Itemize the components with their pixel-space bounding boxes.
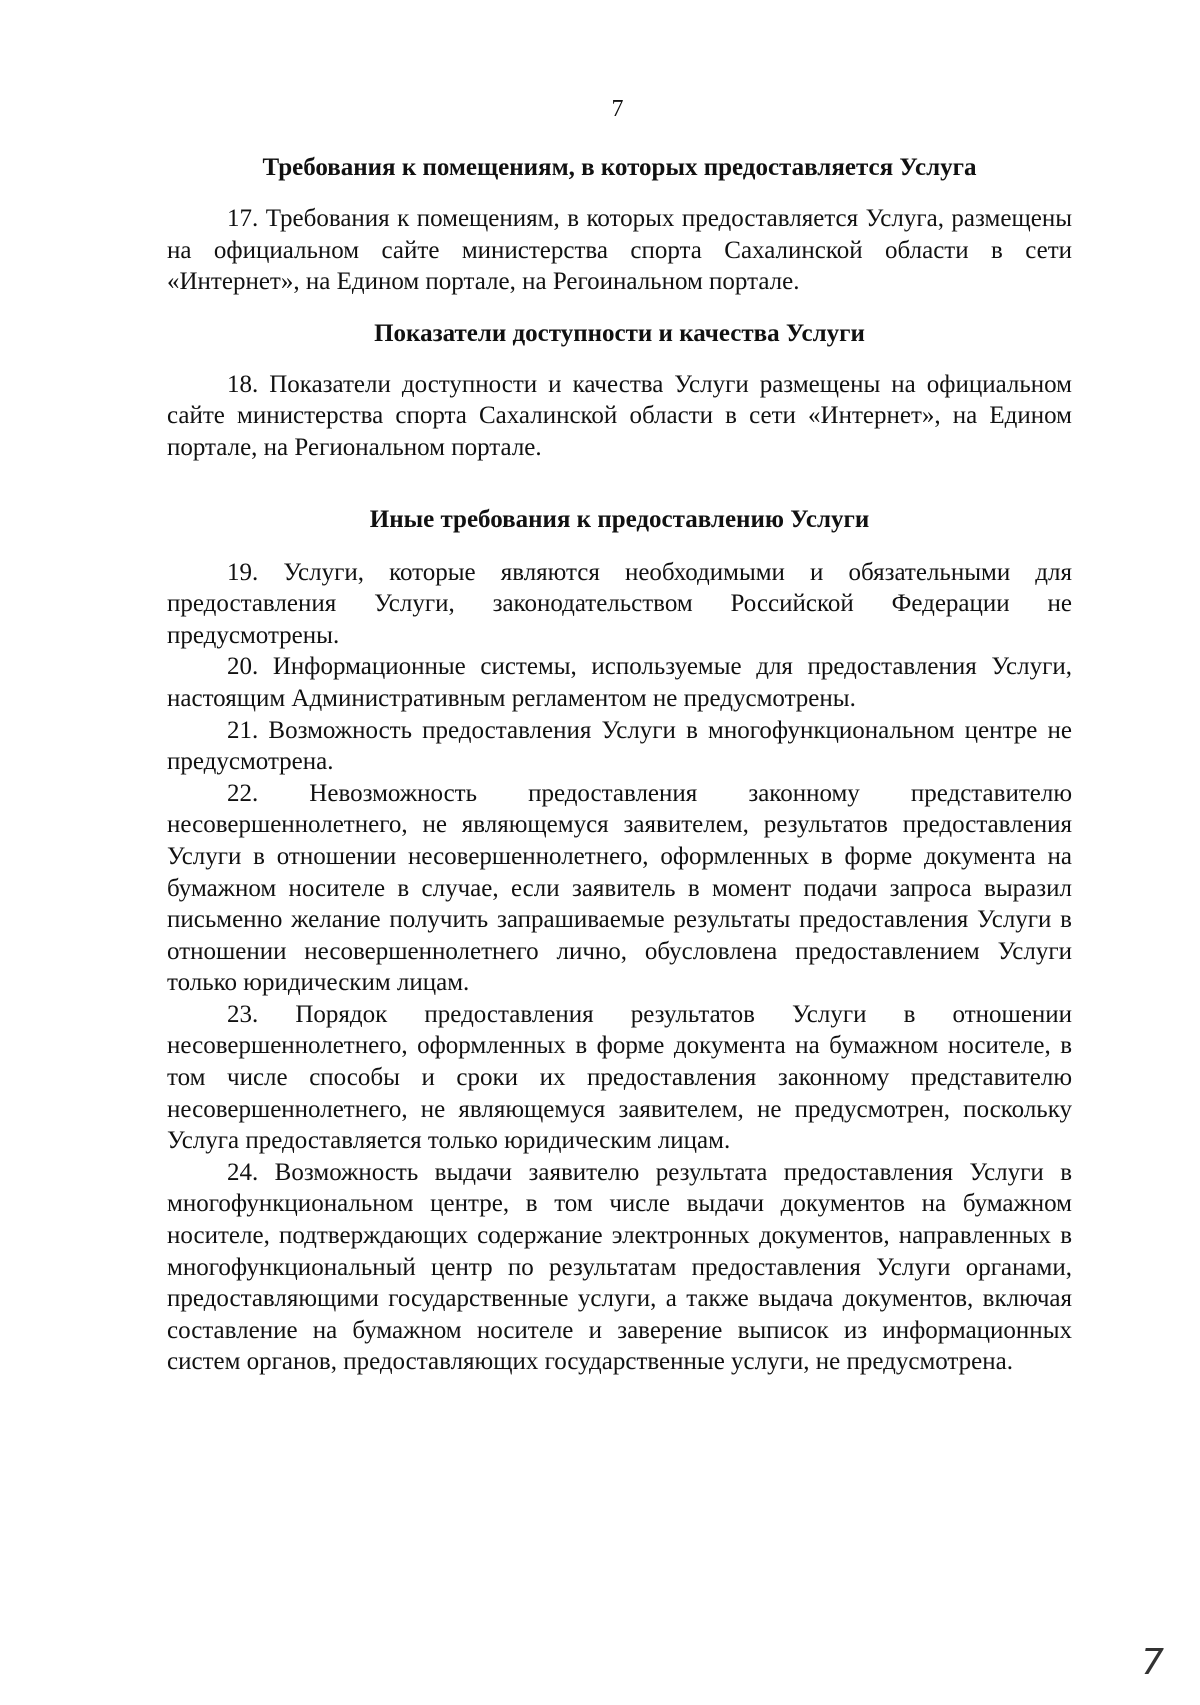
handwritten-page-mark: 7	[1141, 1642, 1164, 1683]
section-heading-other-requirements: Иные требования к предоставлению Услуги	[369, 505, 870, 533]
paragraph-24: 24. Возможность выдачи заявителю результата предоставления Услуги в многофункциональном центре, в том числе выдачи документов на бумажном носителе, подтверждающих содержание электронных документов, направленных в многофункциональный центр по результатам предоставления Услуги органами, предоставляющими государственные услуги, а также выдача документов, включая составление на бумажном носителе и заверение выписок из информационных систем органов, предоставляющих государственные услуги, не предусмотрена.	[167, 1158, 1072, 1376]
paragraph-18: 18. Показатели доступности и качества Услуги размещены на официальном сайте министерства спорта Сахалинской области в сети «Интернет», на Едином портале, на Региональном портале.	[167, 370, 1072, 461]
section-heading-premises: Требования к помещениям, в которых предоставляется Услуга	[262, 154, 977, 181]
document-body	[167, 152, 1072, 1378]
paragraph-19: 19. Услуги, которые являются необходимыми и обязательными для предоставления Услуги, законодательством Российской Федерации не предусмотрены.	[167, 558, 1072, 649]
section-heading-accessibility: Показатели доступности и качества Услуги	[374, 319, 865, 347]
paragraph-17: 17. Требования к помещениям, в которых предоставляется Услуга, размещены на официальном сайте министерства спорта Сахалинской области в сети «Интернет», на Едином портале, на Регоинальном портале.	[167, 205, 1072, 296]
paragraph-21: 21. Возможность предоставления Услуги в многофункциональном центре не предусмотрена.	[167, 716, 1072, 776]
page-number: 7	[611, 96, 624, 122]
paragraph-23: 23. Порядок предоставления результатов Услуги в отношении несовершеннолетнего, оформленных в форме документа на бумажном носителе, в том числе способы и сроки их предоставления законному представителю несовершеннолетнего, не являющемуся заявителем, не предусмотрен, поскольку Услуга предоставляется только юридическим лицам.	[167, 1000, 1072, 1155]
paragraph-20: 20. Информационные системы, используемые для предоставления Услуги, настоящим Административным регламентом не предусмотрены.	[167, 653, 1072, 712]
paragraph-22: 22. Невозможность предоставления законному представителю несовершеннолетнего, не являющемуся заявителем, результатов предоставления Услуги в отношении несовершеннолетнего, оформленных в форме документа на бумажном носителе в случае, если заявитель в момент подачи запроса выразил письменно желание получить запрашиваемые результаты предоставления Услуги в отношении несовершеннолетнего лично, обусловлена предоставлением Услуги только юридическим лицам.	[167, 779, 1072, 997]
